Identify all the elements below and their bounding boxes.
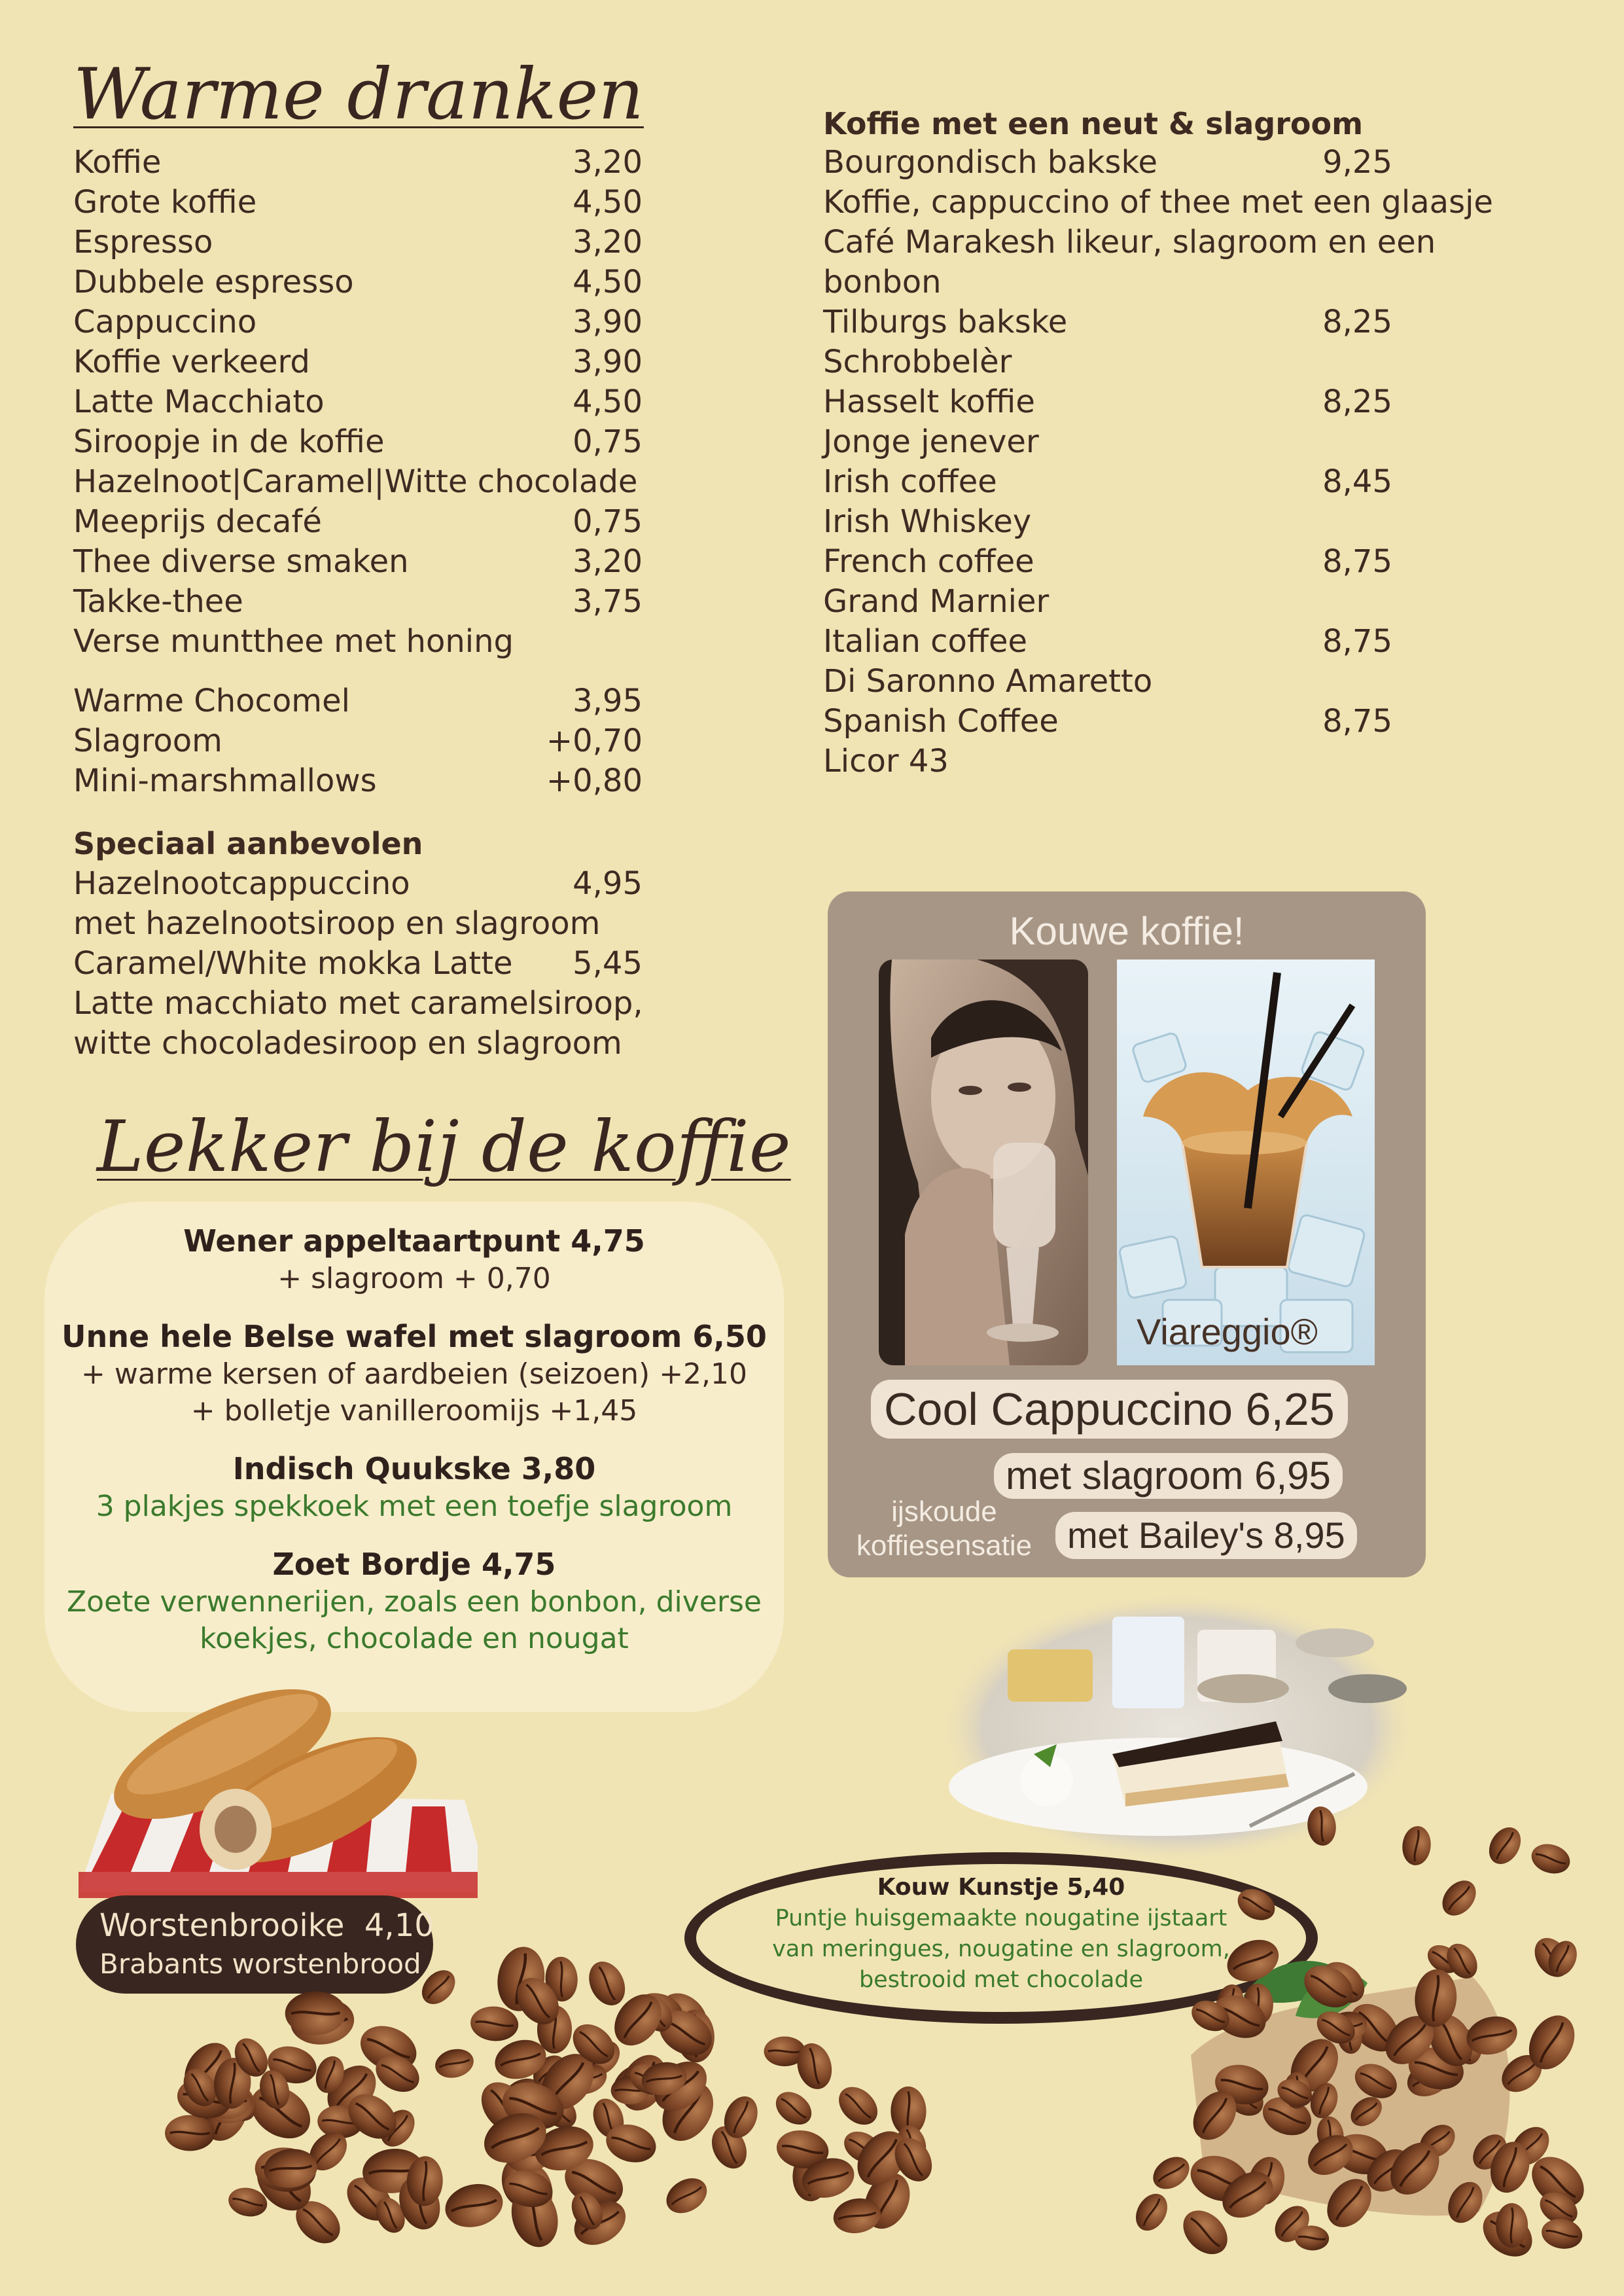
neut-liquor: Schrobbelèr xyxy=(823,344,1012,380)
menu-item-row xyxy=(73,721,643,761)
cold-coffee-panel xyxy=(828,891,1426,1577)
menu-item-row xyxy=(823,542,1392,582)
coffee-bean xyxy=(1400,1825,1432,1867)
menu-item-row xyxy=(73,342,643,382)
menu-item-name: Irish coffee xyxy=(823,463,997,500)
coffee-bean xyxy=(769,2085,818,2131)
coffee-bean xyxy=(1129,2188,1173,2236)
cool-cappuccino-price: Cool Cappuccino 6,25 xyxy=(871,1380,1348,1439)
woman-drinking-image xyxy=(879,960,1088,1365)
menu-item-price: 3,95 xyxy=(573,683,643,719)
syrup-flavours: Hazelnoot|Caramel|Witte chocolade xyxy=(73,463,638,500)
coffee-bean xyxy=(469,2005,520,2043)
lekker-list xyxy=(44,1221,784,1657)
menu-item-price: 0,75 xyxy=(573,503,643,540)
menu-item-row xyxy=(73,542,643,582)
coffee-bean xyxy=(432,2045,476,2082)
menu-item-price: 0,75 xyxy=(573,423,643,460)
menu-item-name: Koffie verkeerd xyxy=(73,344,310,380)
coffee-bean xyxy=(660,2171,713,2220)
menu-item-row xyxy=(73,761,643,801)
menu-item-price: 8,75 xyxy=(1322,543,1392,580)
menu-item-row xyxy=(73,302,643,342)
menu-item-row xyxy=(823,382,1392,422)
menu-item-price: 4,50 xyxy=(573,384,643,420)
menu-item-price: 4,50 xyxy=(573,264,643,300)
coffee-bean xyxy=(832,2079,885,2132)
menu-item-row xyxy=(73,183,643,223)
coffee-bean xyxy=(1528,1840,1574,1878)
menu-item-name: Hasselt koffie xyxy=(823,384,1035,420)
worstenbrood-desc: Brabants worstenbrood xyxy=(99,1948,421,1980)
lekker-box xyxy=(44,1202,784,1712)
menu-item-name: Slagroom xyxy=(73,723,222,759)
coffee-bean xyxy=(1483,1821,1527,1870)
coffee-bean xyxy=(1496,2203,1528,2248)
menu-item-name: Siroopje in de koffie xyxy=(73,423,385,460)
menu-item-row xyxy=(73,262,643,302)
coffee-bean xyxy=(1232,1883,1280,1926)
neut-liquor: Grand Marnier xyxy=(823,583,1050,620)
menu-item-name: Latte Macchiato xyxy=(73,384,325,420)
menu-item-row xyxy=(73,422,643,462)
cold-coffee-title: Kouwe koffie! xyxy=(1009,909,1244,953)
mint-tea: Verse muntthee met honing xyxy=(73,623,514,660)
cold-tagline-2: koffiesensatie xyxy=(856,1530,1033,1562)
neut-liquor: Jonge jenever xyxy=(823,423,1039,460)
spacer xyxy=(73,662,643,681)
neut-list xyxy=(823,143,1595,781)
menu-item-price: 3,75 xyxy=(573,583,643,620)
cold-slagroom-price: met slagroom 6,95 xyxy=(994,1453,1343,1499)
worstenbrood-price: 4,10 xyxy=(364,1907,434,1944)
bourg-price: 9,25 xyxy=(1322,144,1392,181)
menu-item-price: 8,75 xyxy=(1322,703,1392,740)
kunstje-desc-2: van meringues, nougatine en slagroom, xyxy=(772,1936,1230,1962)
menu-item-price: 3,20 xyxy=(573,224,643,260)
kunstje-desc-3: bestrooid met chocolade xyxy=(858,1967,1144,1993)
menu-item-price: 8,25 xyxy=(1322,304,1392,340)
bordje-desc-1: Zoete verwennerijen, zoals een bonbon, diverse xyxy=(67,1585,762,1619)
neut-liquor: Licor 43 xyxy=(823,743,949,780)
bourg-desc-3: bonbon xyxy=(823,264,942,300)
menu-item-name: Takke-thee xyxy=(73,583,243,620)
menu-item-row xyxy=(73,582,643,622)
wener-extra: + slagroom + 0,70 xyxy=(277,1262,551,1295)
coffee-bean xyxy=(582,1956,632,2011)
coffee-bean xyxy=(1147,2150,1195,2195)
menu-item-price: +0,80 xyxy=(546,762,643,799)
bourg-desc-2: Café Marakesh likeur, slagroom en een xyxy=(823,224,1436,260)
menu-item-name: Espresso xyxy=(73,224,213,260)
special1-desc: met hazelnootsiroop en slagroom xyxy=(73,905,601,942)
cold-baileys-price: met Bailey's 8,95 xyxy=(1055,1512,1357,1559)
lekker-title: Lekker bij de koffie xyxy=(97,1106,791,1188)
wafel-extra-2: + bolletje vanilleroomijs +1,45 xyxy=(190,1394,638,1427)
neut-liquor: Di Saronno Amaretto xyxy=(823,663,1153,700)
menu-item-price: 3,90 xyxy=(573,304,643,340)
menu-item-name: Meeprijs decafé xyxy=(73,503,322,540)
coffee-bean xyxy=(440,2178,507,2233)
neut-title: Koffie met een neut & slagroom xyxy=(823,106,1364,141)
menu-item-row xyxy=(823,702,1392,742)
quukske-desc: 3 plakjes spekkoek met een toefje slagroom xyxy=(96,1490,733,1523)
special1-price: 4,95 xyxy=(573,865,643,902)
menu-item-price: +0,70 xyxy=(546,723,643,759)
special2-price: 5,45 xyxy=(573,945,643,982)
menu-item-row xyxy=(823,462,1392,502)
kunstje-desc-1: Puntje huisgemaakte nougatine ijstaart xyxy=(775,1905,1227,1931)
coffee-bean xyxy=(165,2115,215,2151)
bordje-title: Zoet Bordje 4,75 xyxy=(272,1547,556,1582)
neut-liquor: Irish Whiskey xyxy=(823,503,1032,540)
coffee-bean xyxy=(1539,2215,1584,2251)
kunstje-title: Kouw Kunstje 5,40 xyxy=(877,1874,1125,1901)
special2-desc-2: witte chocoladesiroop en slagroom xyxy=(73,1025,622,1062)
menu-item-price: 8,25 xyxy=(1322,384,1392,420)
menu-item-price: 4,50 xyxy=(573,184,643,221)
menu-item-name: Italian coffee xyxy=(823,623,1028,660)
menu-item-name: Koffie xyxy=(73,144,162,181)
menu-item-row xyxy=(73,143,643,183)
menu-item-price: 3,20 xyxy=(573,144,643,181)
cold-tagline xyxy=(846,1495,1042,1563)
coffee-beans-image xyxy=(0,1806,1624,2296)
menu-item-name: Spanish Coffee xyxy=(823,703,1059,740)
menu-item-price: 8,75 xyxy=(1322,623,1392,660)
special2-name: Caramel/White mokka Latte xyxy=(73,945,513,982)
menu-item-name: Thee diverse smaken xyxy=(73,543,409,580)
worstenbrood-name: Worstenbrooike xyxy=(99,1907,345,1944)
menu-item-row xyxy=(73,382,643,422)
menu-item-price: 3,90 xyxy=(573,344,643,380)
special-list xyxy=(73,864,643,1064)
viareggio-brand: Viareggio® xyxy=(1137,1311,1318,1352)
cold-tagline-1: ijskoude xyxy=(891,1496,997,1528)
menu-item-name: Cappuccino xyxy=(73,304,257,340)
menu-item-price: 3,20 xyxy=(573,543,643,580)
coffee-bean xyxy=(1305,1806,1337,1847)
menu-item-name: Grote koffie xyxy=(73,184,257,221)
menu-item-row xyxy=(73,223,643,262)
special1-name: Hazelnootcappuccino xyxy=(73,865,410,902)
bourg-desc-1: Koffie, cappuccino of thee met een glaasje xyxy=(823,184,1493,221)
coffee-bean xyxy=(415,1964,462,2011)
menu-item-row xyxy=(823,302,1392,342)
wener-title: Wener appeltaartpunt 4,75 xyxy=(183,1223,645,1259)
bordje-desc-2: koekjes, chocolade en nougat xyxy=(200,1622,629,1655)
menu-item-row xyxy=(73,502,643,542)
warm-drinks-list xyxy=(73,143,643,801)
coffee-bean xyxy=(1436,1874,1483,1922)
special-title: Speciaal aanbevolen xyxy=(73,826,423,861)
menu-item-name: Dubbele espresso xyxy=(73,264,354,300)
menu-item-name: Warme Chocomel xyxy=(73,683,350,719)
warm-drinks-title: Warme dranken xyxy=(73,54,644,135)
iced-coffee-image xyxy=(1117,960,1375,1365)
menu-item-name: Tilburgs bakske xyxy=(823,304,1068,340)
wafel-extra-1: + warme kersen of aardbeien (seizoen) +2,10 xyxy=(80,1357,748,1391)
neut-items xyxy=(823,302,1595,781)
menu-item-name: Mini-marshmallows xyxy=(73,762,377,799)
menu-item-name: French coffee xyxy=(823,543,1034,580)
menu-item-row xyxy=(823,622,1392,662)
special2-desc-1: Latte macchiato met caramelsiroop, xyxy=(73,985,643,1022)
bourg-name: Bourgondisch bakske xyxy=(823,144,1158,181)
quukske-title: Indisch Quukske 3,80 xyxy=(232,1451,596,1486)
menu-item-price: 8,45 xyxy=(1322,463,1392,500)
menu-item-row xyxy=(73,681,643,721)
wafel-title: Unne hele Belse wafel met slagroom 6,50 xyxy=(62,1319,767,1354)
